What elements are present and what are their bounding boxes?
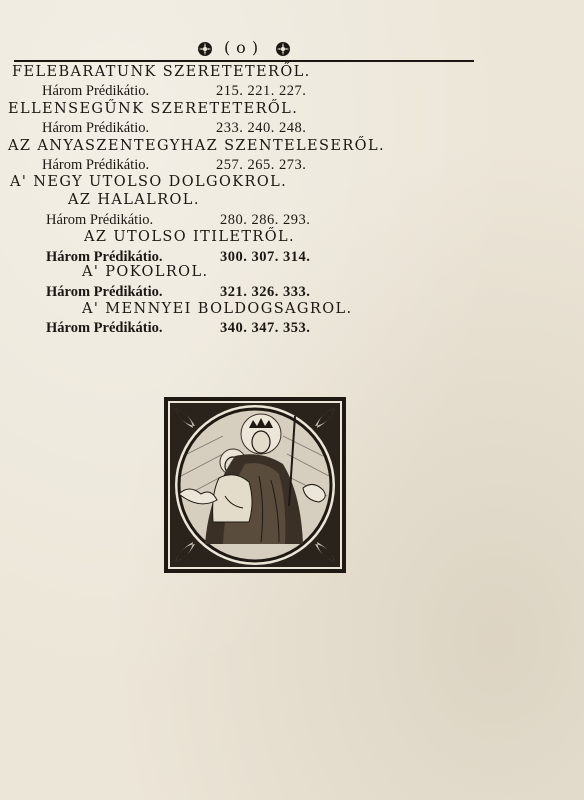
rosette-icon [275,41,291,57]
page-mark: (o) [223,38,265,57]
toc-sub-label: Három Prédikátio. [42,120,150,136]
toc-heading: AZ HALALROL. [68,192,200,208]
toc-page-numbers: 340. 347. 353. [220,320,311,336]
toc-heading: AZ ANYASZENTEGYHAZ SZENTELESERŐL. [8,138,385,154]
toc-sub-label: Három Prédikátio. [46,212,154,228]
header-rule [14,60,474,62]
toc-subline [42,157,307,174]
madonna-and-child-woodcut [163,396,347,574]
toc-page-numbers: 233. 240. 248. [216,120,307,136]
toc-sub-label: Három Prédikátio. [46,249,163,265]
toc-page-numbers: 215. 221. 227. [216,83,307,99]
toc-page-numbers: 280. 286. 293. [220,212,311,228]
toc-subline [42,83,307,100]
toc-heading: ELLENSEGŰNK SZERETETERŐL. [8,101,299,117]
toc-subline [46,320,311,337]
toc-heading: AZ UTOLSO ITILETRŐL. [84,229,296,245]
toc-subline [46,212,311,229]
toc-subline [46,284,311,301]
toc-sub-label: Három Prédikátio. [46,320,163,336]
toc-page-numbers: 300. 307. 314. [220,249,311,265]
toc-page-numbers: 321. 326. 333. [220,284,311,300]
toc-subline [42,120,307,137]
toc-sub-label: Három Prédikátio. [46,284,163,300]
toc-heading: FELEBARATUNK SZERETETERŐL. [12,64,311,80]
toc-heading: A' POKOLROL. [82,264,209,280]
page-header [14,36,474,62]
toc-page-numbers: 257. 265. 273. [216,157,307,173]
toc-heading: A' MENNYEI BOLDOGSAGROL. [82,301,353,317]
toc-sub-label: Három Prédikátio. [42,157,150,173]
toc-sub-label: Három Prédikátio. [42,83,150,99]
rosette-icon [197,41,213,57]
toc-heading: A' NEGY UTOLSO DOLGOKROL. [10,174,288,190]
